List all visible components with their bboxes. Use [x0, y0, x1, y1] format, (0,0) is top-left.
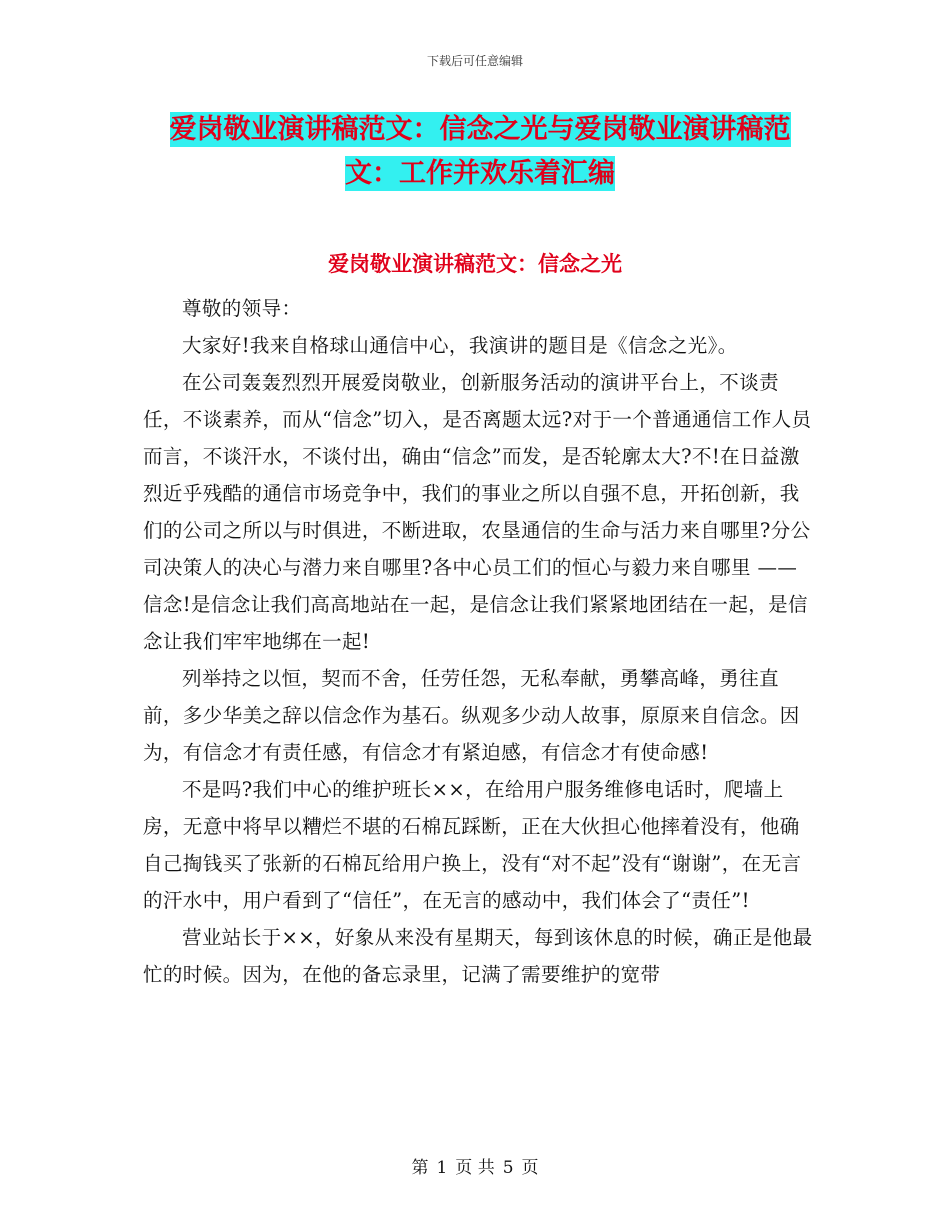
document-title	[140, 108, 820, 196]
header-note: 下载后可任意编辑	[426, 54, 523, 68]
paragraph: 在公司轰轰烈烈开展爱岗敬业，创新服务活动的演讲平台上，不谈责任，不谈素养，而从“信念”切入，是否离题太远?对于一个普通通信工作人员而言，不谈汗水，不谈付出，确由“信念”而发，是否轮廓太大?不!在日益激烈近乎残酷的通信市场竞争中，我们的事业之所以自强不息，开拓创新，我们的公司之所以与时俱进，不断进取，农垦通信的生命与活力来自哪里?分公司决策人的决心与潜力来自哪里?各中心员工们的恒心与毅力来自哪里 ——信念!是信念让我们高高地站在一起，是信念让我们紧紧地团结在一起，是信念让我们牢牢地绑在一起!	[143, 371, 812, 653]
page-footer	[0, 1153, 950, 1178]
page-total: 5	[502, 1158, 514, 1178]
footer-middle: 页 共	[455, 1158, 495, 1178]
paragraph-greeting: 尊敬的领导：	[182, 297, 302, 320]
paragraph: 列举持之以恒，契而不舍，任劳任怨，无私奉献，勇攀高峰，勇往直前，多少华美之辞以信念作为基石。纵观多少动人故事，原原来自信念。因为，有信念才有责任感，有信念才有紧迫感，有信念才有使命感!	[143, 667, 800, 764]
paragraph: 不是吗?我们中心的维护班长××，在给用户服务维修电话时，爬墙上房，无意中将早以糟烂不堪的石棉瓦踩断，正在大伙担心他摔着没有，他确自己掏钱买了张新的石棉瓦给用户换上，没有“对不起”没有“谢谢”，在无言的汗水中，用户看到了“信任”，在无言的感动中，我们体会了“责任”!	[143, 778, 802, 912]
document-body	[143, 290, 813, 993]
footer-prefix: 第	[411, 1158, 429, 1178]
document-title-line-1: 爱岗敬业演讲稿范文：信念之光与爱岗敬业演讲稿范	[169, 114, 791, 145]
document-title-line-2: 文：工作并欢乐着汇编	[345, 158, 615, 189]
paragraph: 大家好!我来自格球山通信中心，我演讲的题目是《信念之光》。	[182, 334, 738, 357]
page-number: 1	[436, 1158, 448, 1178]
section-title: 爱岗敬业演讲稿范文：信念之光	[328, 252, 622, 276]
footer-suffix: 页	[521, 1158, 539, 1178]
paragraph: 营业站长于××，好象从来没有星期天，每到该休息的时候，确正是他最忙的时候。因为，在他的备忘录里，记满了需要维护的宽带	[143, 926, 813, 986]
